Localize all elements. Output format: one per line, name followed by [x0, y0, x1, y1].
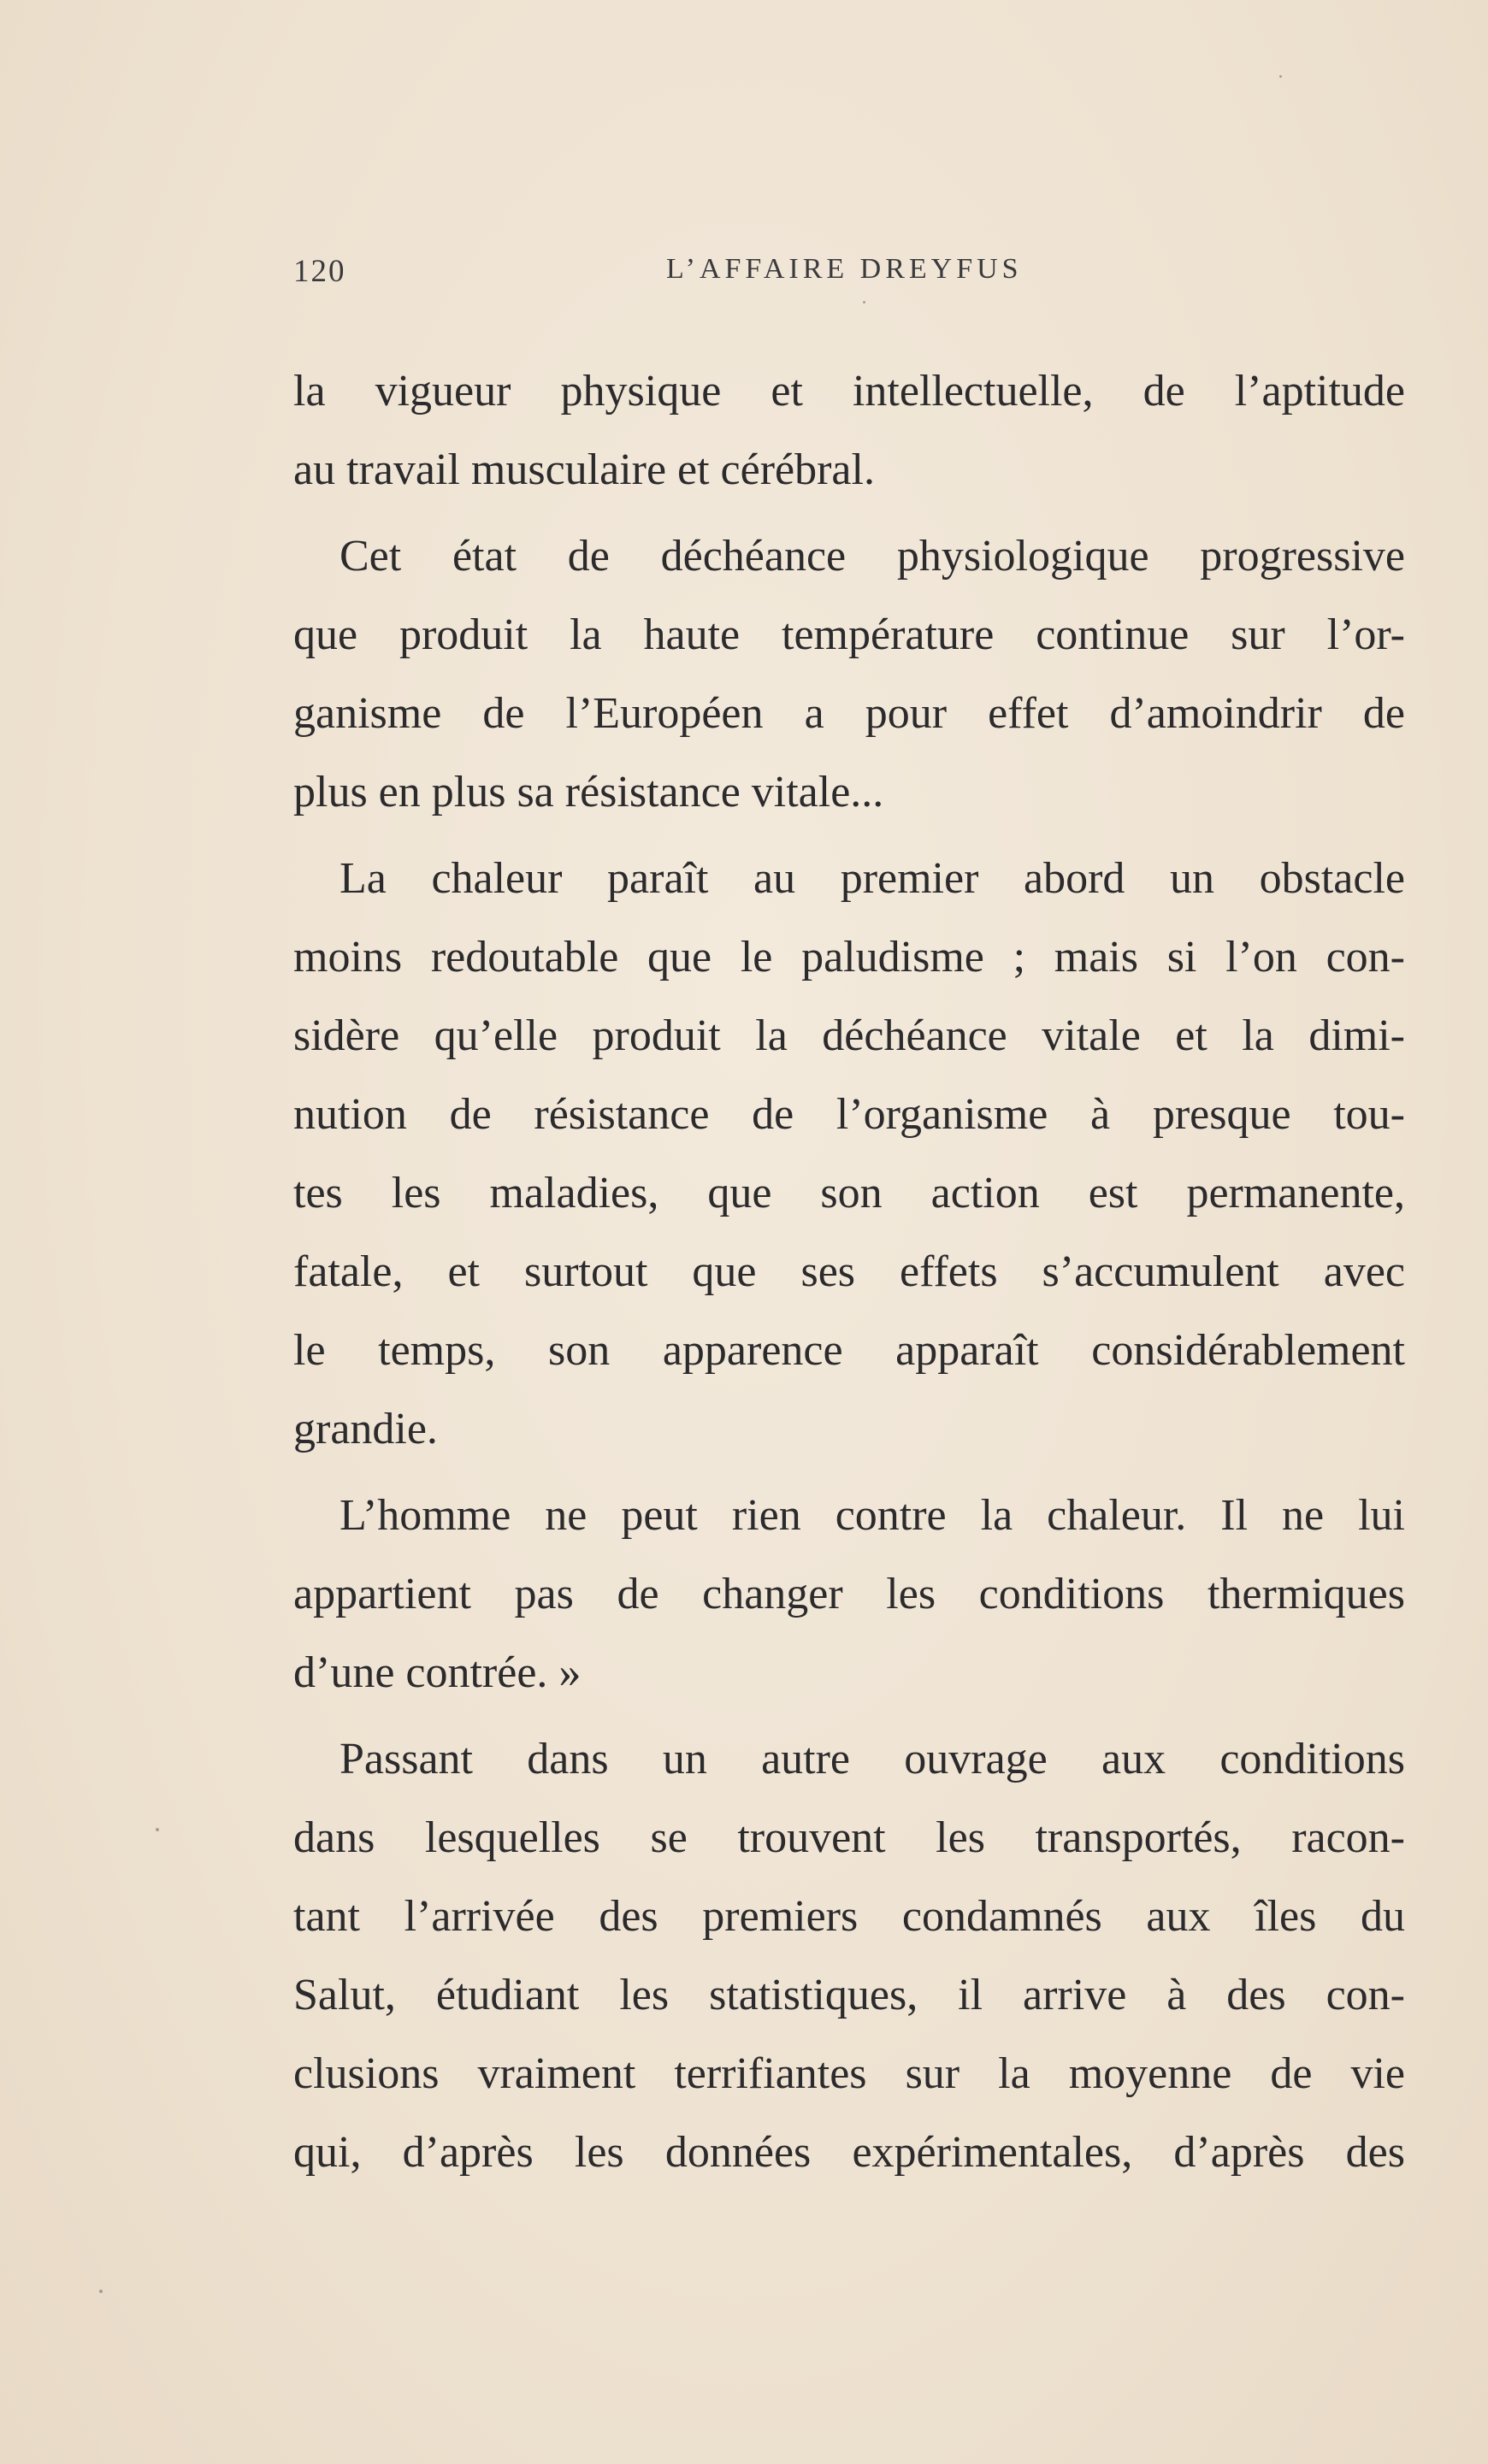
- paper-speck: [156, 1828, 159, 1831]
- text-line: L’homme ne peut rien contre la chaleur. Il ne lui: [340, 1491, 1405, 1540]
- text-line: Salut, étudiant les statistiques, il arrive à des con-: [293, 1971, 1405, 2019]
- paragraph-5: [293, 1720, 1405, 2192]
- page-number: 120: [293, 254, 346, 289]
- text-line: grandie.: [293, 1405, 438, 1453]
- text-line: La chaleur paraît au premier abord un obstacle: [340, 854, 1405, 903]
- text-line: le temps, son apparence apparaît considérablement: [293, 1326, 1405, 1375]
- text-line: plus en plus sa résistance vitale...: [293, 768, 884, 816]
- text-line: clusions vraiment terrifiantes sur la moyenne de vie: [293, 2049, 1405, 2098]
- text-line: tes les maladies, que son action est permanente,: [293, 1169, 1405, 1217]
- page-header: [293, 253, 1037, 304]
- body-text: [293, 352, 1405, 2192]
- text-line: fatale, et surtout que ses effets s’accumulent avec: [293, 1247, 1405, 1296]
- paragraph-4: [293, 1477, 1405, 1712]
- text-line: la vigueur physique et intellectuelle, de l’aptitude: [293, 367, 1405, 416]
- text-line: qui, d’après les données expérimentales, d’après des: [293, 2128, 1405, 2177]
- text-line: Passant dans un autre ouvrage aux conditions: [340, 1735, 1405, 1783]
- text-line: que produit la haute température continue sur l’or-: [293, 610, 1405, 659]
- text-line: tant l’arrivée des premiers condamnés aux îles du: [293, 1892, 1405, 1941]
- paragraph-3: [293, 840, 1405, 1469]
- paper-speck: [863, 301, 865, 304]
- text-line: d’une contrée. »: [293, 1648, 582, 1697]
- text-line: Cet état de déchéance physiologique progressive: [340, 532, 1405, 581]
- text-line: sidère qu’elle produit la déchéance vitale et la dimi-: [293, 1011, 1405, 1060]
- paragraph-1: [293, 352, 1405, 510]
- text-line: ganisme de l’Européen a pour effet d’amoindrir de: [293, 689, 1405, 738]
- text-line: moins redoutable que le paludisme ; mais si l’on con-: [293, 933, 1405, 981]
- paper-speck: [99, 2290, 103, 2293]
- running-title: L’AFFAIRE DREYFUS: [666, 253, 1023, 285]
- paragraph-2: [293, 517, 1405, 832]
- text-line: au travail musculaire et cérébral.: [293, 445, 875, 494]
- text-line: appartient pas de changer les conditions thermiques: [293, 1570, 1405, 1618]
- paper-speck: [1279, 75, 1282, 78]
- text-line: nution de résistance de l’organisme à presque tou-: [293, 1090, 1405, 1139]
- text-line: dans lesquelles se trouvent les transportés, racon-: [293, 1813, 1405, 1862]
